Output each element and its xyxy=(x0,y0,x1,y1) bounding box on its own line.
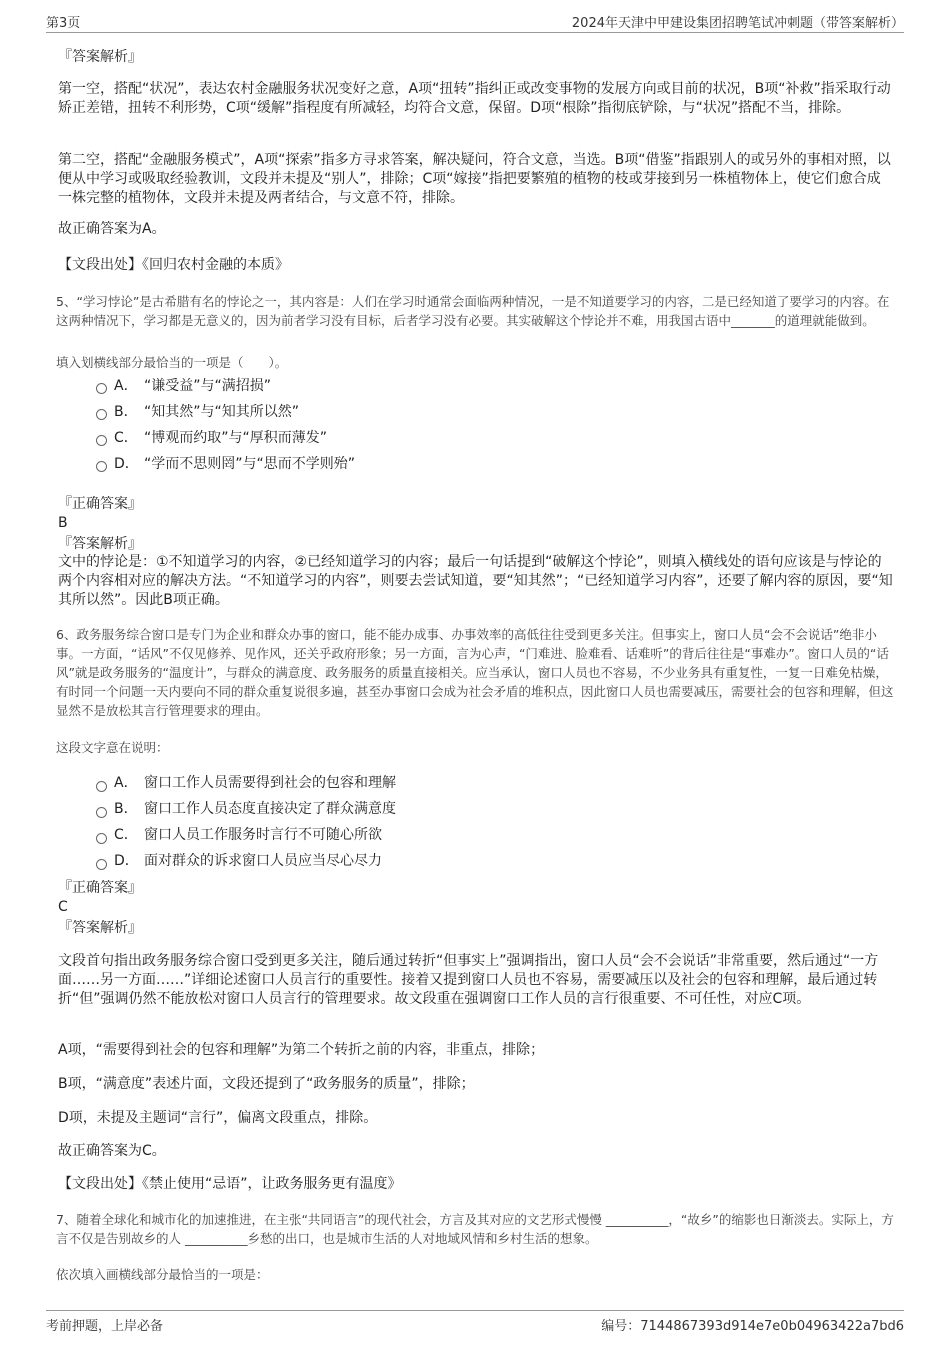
q5-stem: 5、“学习悖论”是古希腊有名的悖论之一，其内容是：人们在学习时通常会面临两种情况，一是不知道要学习的内容，二是已经知道了要学习的内容。在这两种情况下，学习都是无意义的，因为前者学习没有目标，后者学习没有必要。其实破解这个悖论并不难，用我国古语中_______的道理就能做到。 xyxy=(56,294,890,328)
q5-option-b-radio[interactable] xyxy=(96,409,107,420)
q6-analysis: 文段首句指出政务服务综合窗口受到更多关注，随后通过转折“但事实上”强调指出，窗口人员“会不会说话”非常重要，然后通过“一方面……另一方面……”详细论述窗口人员言行的重要性。接着又提到窗口人员也不容易，需要减压以及社会的包容和理解，最后通过转折“但”强调仍然不能放松对窗口人员言行的管理要求。故文段重在强调窗口工作人员的言行很重要、不可任性，对应C项。 xyxy=(58,953,879,1007)
q5-option-a-key: A． xyxy=(114,378,138,394)
q5-answer-label: 『正确答案』 xyxy=(58,496,142,512)
q4-source: 【文段出处】《回归农村金融的本质》 xyxy=(58,257,289,273)
q6-option-a[interactable] xyxy=(114,774,396,792)
q5-option-b-text: “知其然”与“知其所以然” xyxy=(144,404,300,420)
q4-analysis-paragraph-1: 第一空，搭配“状况”，表达农村金融服务状况变好之意，A项“扭转”指纠正或改变事物的发展方向或目前的状况，B项“补救”指采取行动矫正差错，扭转不利形势，C项“缓解”指程度有所减轻，均符合文意，保留。D项“根除”指彻底铲除，与“状况”搭配不当，排除。 xyxy=(58,81,891,116)
q6-conclusion: 故正确答案为C。 xyxy=(58,1143,166,1159)
q6-option-b-radio[interactable] xyxy=(96,807,107,818)
q6-option-c-key: C． xyxy=(114,827,138,843)
q6-option-b[interactable] xyxy=(114,800,396,818)
page-footer xyxy=(46,1310,904,1333)
q5-option-c-key: C． xyxy=(114,430,138,446)
q5-option-c-text: “博观而约取”与“厚积而薄发” xyxy=(144,430,328,446)
document-code: 编号：7144867393d914e7e0b04963422a7bd6 xyxy=(601,1319,904,1334)
q5-analysis: 文中的悖论是：①不知道学习的内容，②已经知道学习的内容；最后一句话提到“破解这个悖论”，则填入横线处的语句应该是与悖论的两个内容相对应的解决方法。“不知道学习的内容”，则要去尝试知道，要“知其然”；“已经知道学习内容”，还要了解内容的原因，要“知其所以然”。因此B项正确。 xyxy=(58,554,893,608)
q6-option-a-text: 窗口工作人员需要得到社会的包容和理解 xyxy=(144,775,396,791)
q5-option-d-text: “学而不思则罔”与“思而不学则殆” xyxy=(144,456,356,472)
q5-option-c-radio[interactable] xyxy=(96,435,107,446)
q5-option-a[interactable] xyxy=(114,377,271,395)
q5-option-b-key: B． xyxy=(114,404,138,420)
q6-option-d[interactable] xyxy=(114,852,382,870)
q5-answer: B xyxy=(58,515,68,531)
q6-option-c[interactable] xyxy=(114,826,382,844)
q6-answer-label: 『正确答案』 xyxy=(58,880,142,896)
q5-analysis-label: 『答案解析』 xyxy=(58,536,142,552)
q5-option-a-radio[interactable] xyxy=(96,383,107,394)
q4-conclusion: 故正确答案为A。 xyxy=(58,221,166,237)
q5-option-d-radio[interactable] xyxy=(96,461,107,472)
q6-prompt: 这段文字意在说明： xyxy=(56,740,169,755)
q6-option-d-radio[interactable] xyxy=(96,859,107,870)
q7-prompt: 依次填入画横线部分最恰当的一项是： xyxy=(56,1267,269,1282)
q6-source: 【文段出处】《禁止使用“忌语”，让政务服务更有温度》 xyxy=(58,1176,402,1192)
q6-option-b-text: 窗口工作人员态度直接决定了群众满意度 xyxy=(144,801,396,817)
q6-option-d-text: 面对群众的诉求窗口人员应当尽心尽力 xyxy=(144,853,382,869)
q6-answer: C xyxy=(58,899,68,915)
q6-option-a-key: A． xyxy=(114,775,138,791)
q5-option-c[interactable] xyxy=(114,429,327,447)
q6-note-d: D项，未提及主题词“言行”，偏离文段重点，排除。 xyxy=(58,1110,378,1126)
q6-stem: 6、政务服务综合窗口是专门为企业和群众办事的窗口，能不能办成事、办事效率的高低往往受到更多关注。但事实上，窗口人员“会不会说话”绝非小事。一方面，“话风”不仅见修养、见作风，还关乎政府形象；另一方面，言为心声，“门难进、脸难看、话难听”的背后往往是“事难办”。窗口人员的“话风”就是政务服务的“温度计”，与群众的满意度、政务服务的质量直接相关。应当承认，窗口人员也不容易，不少业务具有重复性，一复一日难免枯燥，有时同一个问题一天内要向不同的群众重复说很多遍，甚至办事窗口会成为社会矛盾的堆积点，因此窗口人员也需要减压，需要社会的包容和理解，但这显然不是放松其言行管理要求的理由。 xyxy=(56,627,894,718)
q6-option-c-radio[interactable] xyxy=(96,833,107,844)
document-title: 2024年天津中甲建设集团招聘笔试冲刺题（带答案解析） xyxy=(571,16,904,31)
q6-option-b-key: B． xyxy=(114,801,138,817)
q6-option-c-text: 窗口人员工作服务时言行不可随心所欲 xyxy=(144,827,382,843)
q6-note-b: B项，“满意度”表述片面，文段还提到了“政务服务的质量”，排除； xyxy=(58,1076,475,1092)
page-header xyxy=(46,12,904,33)
q4-analysis-paragraph-2: 第二空，搭配“金融服务模式”，A项“探索”指多方寻求答案，解决疑问，符合文意，当选。B项“借鉴”指跟别人的或另外的事相对照，以便从中学习或吸取经验教训，文段并未提及“别人”，排除；C项“嫁接”指把要繁殖的植物的枝或芽接到另一株植物体上，使它们愈合成一株完整的植物体，文段并未提及两者结合，与文意不符，排除。 xyxy=(58,152,891,206)
q6-option-d-key: D． xyxy=(114,853,139,869)
q6-option-a-radio[interactable] xyxy=(96,781,107,792)
footer-slogan: 考前押题，上岸必备 xyxy=(46,1319,164,1334)
q6-analysis-label: 『答案解析』 xyxy=(58,920,142,936)
q6-note-a: A项，“需要得到社会的包容和理解”为第二个转折之前的内容，非重点，排除； xyxy=(58,1042,545,1058)
q5-option-b[interactable] xyxy=(114,403,299,421)
q5-option-a-text: “谦受益”与“满招损” xyxy=(144,378,272,394)
q7-stem: 7、随着全球化和城市化的加速推进，在主张“共同语言”的现代社会，方言及其对应的文艺形式慢慢 __________，“故乡”的缩影也日渐淡去。实际上，方言不仅是告别故乡的人 __________乡愁的出口，也是城市生活的人对地域风情和乡村生活的想象。 xyxy=(56,1212,894,1246)
q5-prompt: 填入划横线部分最恰当的一项是（ ）。 xyxy=(56,355,288,370)
q4-analysis-label: 『答案解析』 xyxy=(58,49,142,65)
page-number: 第3页 xyxy=(46,16,81,31)
q5-option-d-key: D． xyxy=(114,456,139,472)
q5-option-d[interactable] xyxy=(114,455,355,473)
